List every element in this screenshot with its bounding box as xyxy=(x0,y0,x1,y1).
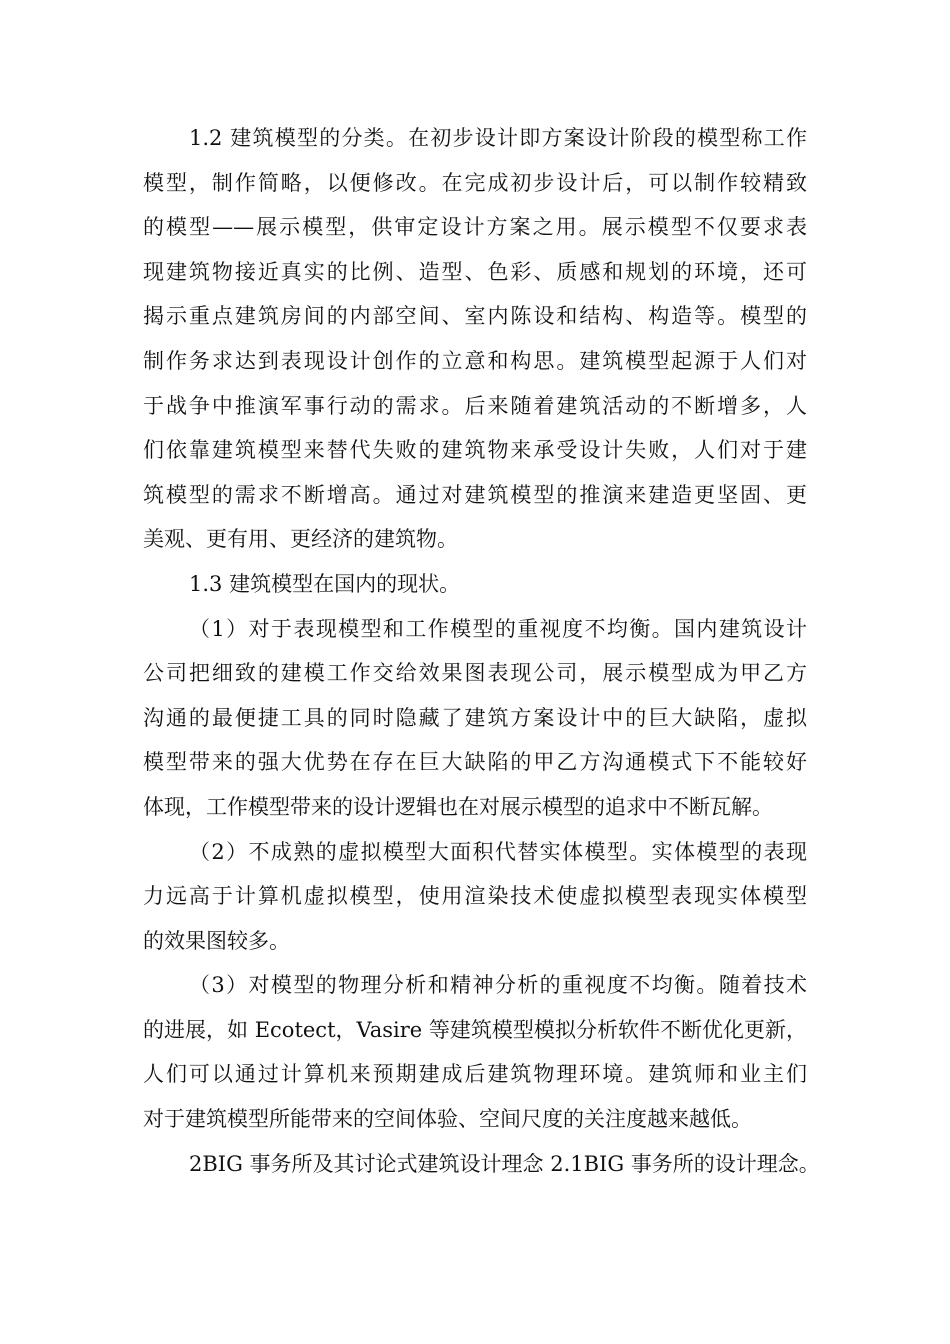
text-line: 力远高于计算机虚拟模型，使用渲染技术使虚拟模型表现实体模型 xyxy=(143,884,807,909)
text-line: （3）对模型的物理分析和精神分析的重视度不均衡。随着技术 xyxy=(189,973,807,998)
text-line: 模型，制作简略，以便修改。在完成初步设计后，可以制作较精致 xyxy=(143,170,807,195)
text-line: 揭示重点建筑房间的内部空间、室内陈设和结构、构造等。模型的 xyxy=(143,304,807,329)
text-line: （1）对于表现模型和工作模型的重视度不均衡。国内建筑设计 xyxy=(189,616,807,641)
document-body xyxy=(143,116,820,1186)
text-line: 人们可以通过计算机来预期建成后建筑物理环境。建筑师和业主们 xyxy=(143,1062,807,1087)
paragraph-domestic-status-heading xyxy=(143,562,807,607)
text-line: 1.2 建筑模型的分类。在初步设计即方案设计阶段的模型称工作 xyxy=(189,126,807,150)
text-line: 的进展，如 Ecotect，Vasire 等建筑模型模拟分析软件不断优化更新， xyxy=(143,1017,807,1042)
text-line: （2）不成熟的虚拟模型大面积代替实体模型。实体模型的表现 xyxy=(189,839,807,864)
text-line: 体现，工作模型带来的设计逻辑也在对展示模型的追求中不断瓦解。 xyxy=(143,794,773,819)
text-line: 公司把细致的建模工作交给效果图表现公司，展示模型成为甲乙方 xyxy=(143,661,807,686)
paragraph-point-3 xyxy=(143,963,807,1141)
paragraph-point-2 xyxy=(143,830,807,964)
text-line: 的效果图较多。 xyxy=(143,928,290,953)
text-line: 们依靠建筑模型来替代失败的建筑物来承受设计失败，人们对于建 xyxy=(143,438,807,463)
text-line: 于战争中推演军事行动的需求。后来随着建筑活动的不断增多，人 xyxy=(143,393,807,418)
text-line: 对于建筑模型所能带来的空间体验、空间尺度的关注度越来越低。 xyxy=(143,1107,752,1132)
paragraph-model-classification xyxy=(143,116,807,562)
text-line: 的模型——展示模型，供审定设计方案之用。展示模型不仅要求表 xyxy=(143,215,807,240)
text-line: 美观、更有用、更经济的建筑物。 xyxy=(143,527,458,552)
text-line: 筑模型的需求不断增高。通过对建筑模型的推演来建造更坚固、更 xyxy=(143,482,807,507)
paragraph-point-1 xyxy=(143,607,807,830)
text-line: 模型带来的强大优势在存在巨大缺陷的甲乙方沟通模式下不能较好 xyxy=(143,750,807,775)
text-line: 现建筑物接近真实的比例、造型、色彩、质感和规划的环境，还可 xyxy=(143,259,807,284)
text-line: 1.3 建筑模型在国内的现状。 xyxy=(189,571,461,596)
text-line: 2BIG 事务所及其讨论式建筑设计理念 2.1BIG 事务所的设计理念。 xyxy=(189,1151,820,1176)
paragraph-big-office-heading xyxy=(143,1142,820,1187)
text-line: 制作务求达到表现设计创作的立意和构思。建筑模型起源于人们对 xyxy=(143,348,807,373)
text-line: 沟通的最便捷工具的同时隐藏了建筑方案设计中的巨大缺陷，虚拟 xyxy=(143,705,807,730)
